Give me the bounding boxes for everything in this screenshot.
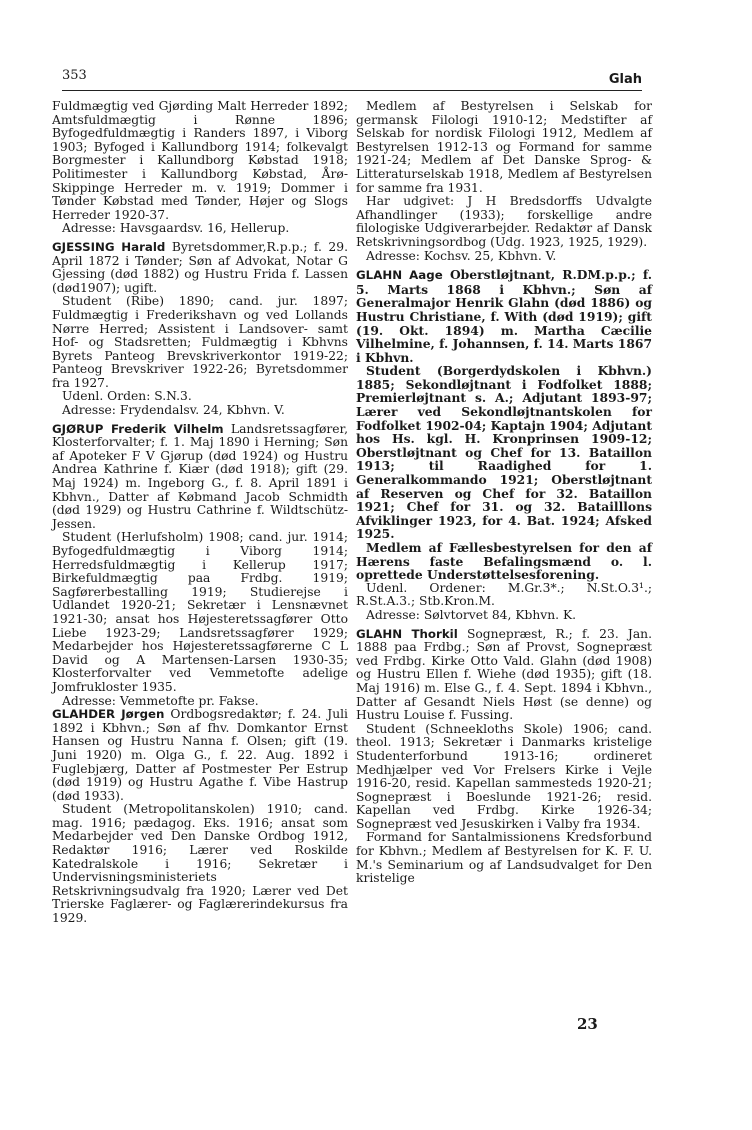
entry-glahder [52,708,348,926]
left-column [52,100,348,926]
entry-text: Student (Herlufsholm) 1908; cand. jur. 1914; Byfogedfuldmægtig i Viborg 1914; Herredsfuldmægtig i Kellerup 1917; Birkefuldmægtig paa Frdbg. 1919; Sagførerbestalling 1919; Studierejse i Udlandet 1920-21; Sekretær i Lensnævnet 1921-30; ansat hos Højesteretssagfører Otto Liebe 1923-29; Landsretssagfører 1929; Medarbejder hos Højesteretssagførerne C L David og A Martensen-Larsen 1930-35; Klosterforvalter ved Vemmetofte adelige Jomfrukloster 1935. [52,530,348,694]
entry-address: Adresse: Vemmetofte pr. Fakse. [62,693,259,708]
entry-name: GJESSING Harald [52,239,166,254]
entry-name: GLAHN Aage [356,268,443,283]
entry-gjorup [52,423,348,708]
entry-glahn-aage [356,268,652,622]
entry-orders: Udenl. Orden: S.N.3. [62,389,192,404]
right-column [356,100,652,886]
entry-text: Medlem af Bestyrelsen i Selskab for germansk Filologi 1910-12; Medstifter af Selskab for nordisk Filologi 1912, Medlem af Bestyrelsen 1912-13 og Formand for samme 1921-24; Medlem af Det Danske Sprog- & Litteraturselskab 1918, Medlem af Bestyrelsen for samme fra 1931. [356,99,652,195]
entry-address: Adresse: Kochsv. 25, Kbhvn. V. [366,248,557,263]
signature-mark: 23 [577,1015,598,1033]
entry-name: GJØRUP Frederik Vilhelm [52,421,224,436]
entry-address: Adresse: Frydendalsv. 24, Kbhvn. V. [62,403,285,418]
entry-gjessing [52,241,348,418]
entry-text: Student (Metropolitanskolen) 1910; cand. mag. 1916; pædagog. Eks. 1916; ansat som Medarbejder ved Den Danske Ordbog 1912, Redaktør 1916; Lærer ved Roskilde Katedralskole i 1916; Sekretær i Undervisningsministeriets Retskrivningsudvalg fra 1920; Lærer ved Det Trierske Faglærer- og Faglærerindekursus fra 1929. [52,802,348,926]
entry-glahder-continued [356,100,652,263]
entry-orders: Udenl. Ordener: M.Gr.3*.; N.St.O.3¹.; R.St.A.3.; Stb.Kron.M. [356,580,652,609]
entry-text: Student (Schneekloths Skole) 1906; cand. theol. 1913; Sekretær i Danmarks kristelige Studenterforbund 1913-16; ordineret Medhjælper ved Vor Frelsers Kirke i Vejle 1916-20, resid. Kapellan sammesteds 1920-21; Sognepræst i Boeslunde 1921-26; resid. Kapellan ved Frdbg. Kirke 1926-34; Sognepræst ved Jesuskirken i Valby fra 1934. [356,721,652,831]
entry-text: Medlem af Fællesbestyrelsen for den af Hærens faste Befalingsmænd o. l. oprettede Understøttelsesforening. [356,540,652,583]
entry-text: Fuldmægtig ved Gjørding Malt Herreder 1892; Amtsfuldmægtig i Rønne 1896; Byfogedfuldmægtig i Randers 1897, i Viborg 1903; Byfoged i Kallundborg 1914; folkevalgt Borgmester i Kallundborg Købstad 1918; Politimester i Kallundborg Købstad, Årø-Skippinge Herreder m. v. 1919; Dommer i Tønder Købstad med Tønder, Højer og Slogs Herreder 1920-37. [52,99,348,222]
entry-text: Ordbogsredaktør; f. 24. Juli 1892 i Kbhvn.; Søn af fhv. Domkantor Ernst Hansen og Hustru Nanna f. Olsen; gift (19. Juni 1920) m. Olga G., f. 22. Aug. 1892 i Fuglebjærg, Datter af Postmester Per Estrup (død 1919) og Hustru Agathe f. Vibe Hastrup (død 1933). [52,707,348,803]
entry-text: Student (Ribe) 1890; cand. jur. 1897; Fuldmægtig i Frederikshavn og ved Lollands Nørre Herred; Assistent i Landsover- samt Hof- og Stadsretten; Fuldmægtig i Kbhvns Byrets Panteog Brevskriverkontor 1919-22; Panteog Brevskriver 1922-26; Byretsdommer fra 1927. [52,294,348,390]
running-header [62,68,642,90]
entry-text: Sognepræst, R.; f. 23. Jan. 1888 paa Frdbg.; Søn af Provst, Sognepræst ved Frdbg. Kirke Otto Vald. Glahn (død 1908) og Hustru Ellen f. Wiehe (død 1935); gift (18. Maj 1916) m. Else G., f. 4. Sept. 1894 i Kbhvn., Datter af Gesandt Niels Høst (se denne) og Hustru Louise f. Fussing. [356,626,653,723]
entry-text: Landsretssagfører, Klosterforvalter; f. 1. Maj 1890 i Herning; Søn af Apoteker F V Gjørup (død 1924) og Hustru Andrea Kathrine f. Kiær (død 1918); gift (29. Maj 1924) m. Ingeborg G., f. 8. April 1891 i Kbhvn., Datter af Købmand Jacob Schmidth (død 1929) og Hustru Cathrine f. Wildtschütz-Jessen. [52,421,348,531]
entry-glahn-thorkil [356,628,652,886]
entry-address: Adresse: Havsgaardsv. 16, Hellerup. [62,221,290,236]
entry-continued [52,100,348,236]
running-head-keyword: Glah [608,72,642,87]
page-number: 353 [62,68,87,83]
entry-text: Har udgivet: J H Bredsdorffs Udvalgte Afhandlinger (1933); forskellige andre filologiske Udgiverarbejder. Redaktør af Dansk Retskrivningsordbog (Udg. 1923, 1925, 1929). [356,194,652,249]
entry-address: Adresse: Sølvtorvet 84, Kbhvn. K. [366,607,577,622]
entry-text: Oberstløjtnant, R.DM.p.p.; f. 5. Marts 1868 i Kbhvn.; Søn af Generalmajor Henrik Glahn (død 1886) og Hustru Christiane, f. With (død 1919); gift (19. Okt. 1894) m. Martha Cæcilie Vilhelmine, f. Johannsen, f. 14. Marts 1867 i Kbhvn. [356,267,653,365]
header-rule [62,90,642,91]
entry-text: Formand for Santalmissionens Kredsforbund for Kbhvn.; Medlem af Bestyrelsen for K. F. U. M.'s Seminarium og af Landsudvalget for Den kristelige [356,830,652,886]
entry-name: GLAHN Thorkil [356,626,458,641]
entry-name: GLAHDER Jørgen [52,707,165,722]
entry-text: Byretsdommer,R.p.p.; f. 29. April 1872 i Tønder; Søn af Advokat, Notar G Gjessing (død 1882) og Hustru Frida f. Lassen (død1907); ugift. [52,239,348,295]
entry-text: Student (Borgerdydskolen i Kbhvn.) 1885; Sekondløjtnant i Fodfolket 1888; Premierløjtnant s. A.; Adjutant 1893-97; Lærer ved Sekondløjtnantskolen for Fodfolket 1902-04; Kaptajn 1904; Adjutant hos Hs. kgl. H. Kronprinsen 1909-12; Oberstløjtnant og Chef for 13. Bataillon 1913; til Raadighed for 1. Generalkommando 1921; Oberstløjtnant af Reserven og Chef for 32. Bataillon 1921; Chef for 31. og 32. Batailllons Afviklinger 1923, for 4. Bat. 1924; Afsked 1925. [356,363,653,542]
